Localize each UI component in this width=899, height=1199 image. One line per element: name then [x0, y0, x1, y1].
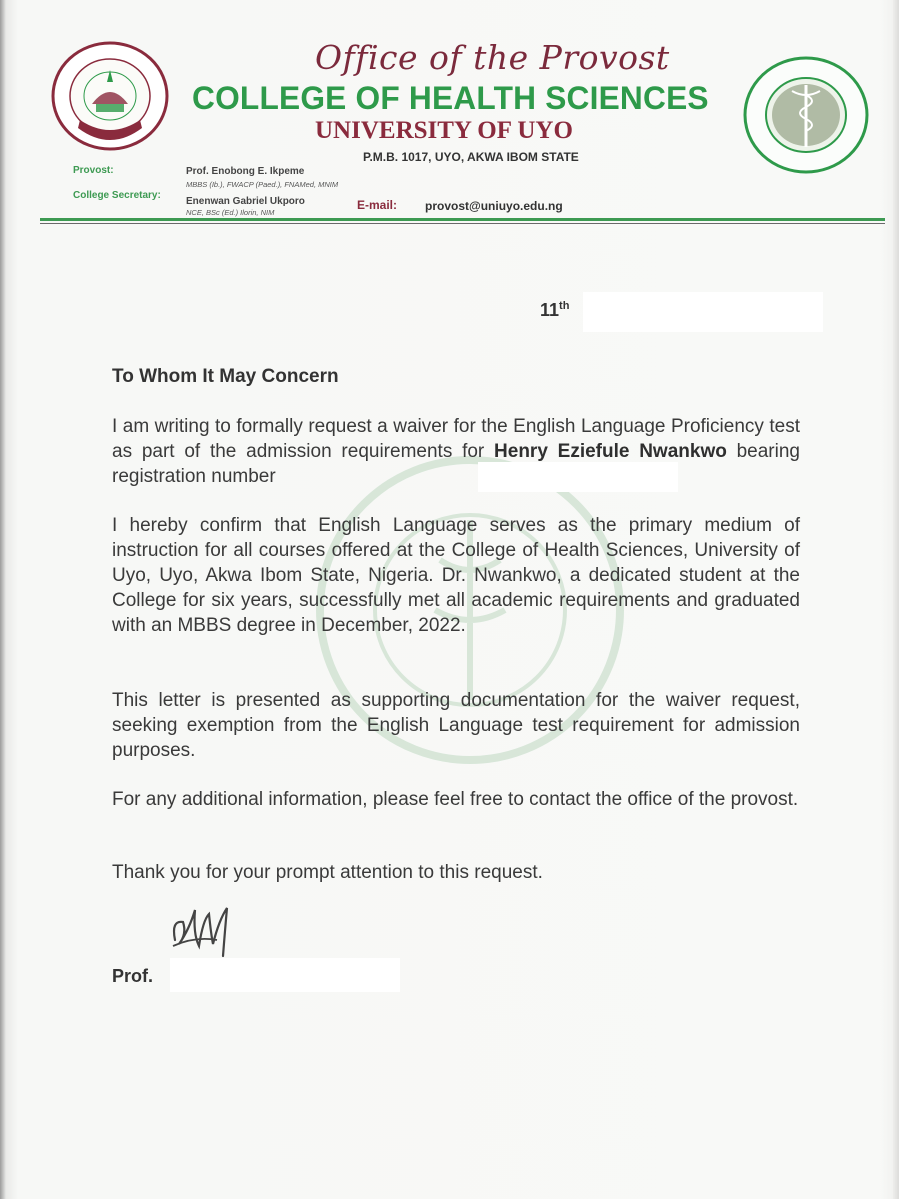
header-rule-thin: [40, 223, 885, 224]
address: P.M.B. 1017, UYO, AKWA IBOM STATE: [363, 150, 579, 164]
college-name: COLLEGE OF HEALTH SCIENCES: [192, 80, 709, 116]
email-address: provost@uniuyo.edu.ng: [425, 199, 563, 213]
redacted-date: [583, 292, 823, 332]
provost-credentials: MBBS (Ib.), FWACP (Paed.), FNAMed, MNIM: [186, 180, 339, 189]
letter-date: 11th: [540, 300, 570, 320]
redacted-signatory-name: [170, 958, 400, 992]
redacted-registration-number: [478, 462, 678, 492]
college-seal-icon: [742, 55, 870, 175]
secretary-name: Enenwan Gabriel Ukporo: [186, 196, 305, 207]
university-name: UNIVERSITY OF UYO: [315, 117, 573, 144]
header-rule: [40, 218, 885, 221]
university-seal-icon: [50, 40, 170, 152]
office-title: Office of the Provost: [315, 38, 670, 77]
provost-label: Provost:: [73, 165, 114, 176]
secretary-credentials: NCE, BSc (Ed.) Ilorin, NIM: [186, 208, 275, 217]
signature-icon: [165, 900, 235, 964]
secretary-label: College Secretary:: [73, 190, 161, 201]
paragraph-thanks: Thank you for your prompt attention to this request.: [112, 862, 543, 883]
paragraph-request: I am writing to formally request a waiver for the English Language Proficiency test as part of the admission requirements for Henry Eziefule Nwankwo bearing registration number: [112, 416, 800, 487]
paragraph-confirmation: I hereby confirm that English Language serves as the primary medium of instruction for all courses offered at the College of Health Sciences, University of Uyo, Uyo, Akwa Ibom State, Nigeria. Dr. Nwankwo, a dedicated student at the College for six years, successfully met all academic requirements and graduated with an MBBS degree in December, 2022.: [112, 515, 800, 636]
provost-name: Prof. Enobong E. Ikpeme: [186, 166, 305, 177]
paragraph-contact: For any additional information, please feel free to contact the office of the provost.: [112, 789, 799, 810]
salutation: To Whom It May Concern: [112, 366, 339, 387]
email-label: E-mail:: [357, 198, 398, 212]
scan-edge: [893, 0, 899, 1199]
paragraph-purpose: This letter is presented as supporting documentation for the waiver request, seeking exemption from the English Language test requirement for admission purposes.: [112, 690, 800, 761]
signoff: Prof.: [112, 966, 154, 986]
